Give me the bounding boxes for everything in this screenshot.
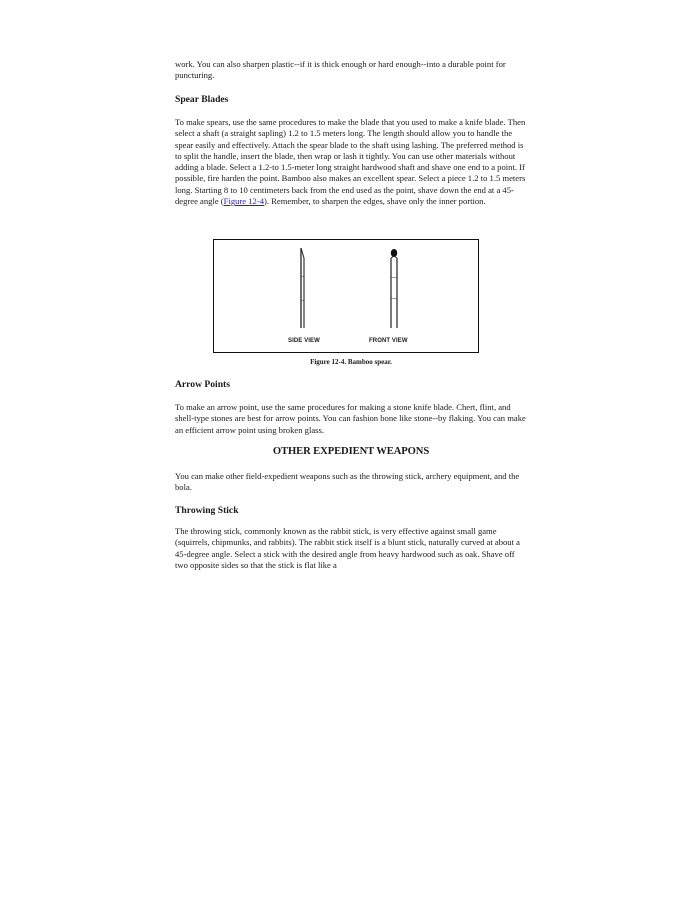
- bamboo-spear-figure: [213, 239, 479, 353]
- arrow-paragraph: To make an arrow point, use the same procedures for making a stone knife blade. Chert, flint, and shell-type stones are best for arrow points. You can fashion bone like stone--by flaking. You can make an efficient arrow point using broken glass.: [175, 402, 526, 435]
- spear-text-start: To make spears, use the same procedures to make the blade that you used to make a knife blade. Then select a shaft (a straight sapling) 1.2 to 1.5 meters long. The length should allow you to handle the spear easily and effectively. Attach the spear blade to the shaft using lashing. The preferred method is to split the handle, insert the blade, then wrap or lash it tightly. You can use other materials without adding a blade. Select a 1.2-to 1.5-meter long straight hardwood shaft and shave one end to a point. If possible, fire harden the point. Bamboo also makes an excellent spear. Select a piece 1.2 to 1.5 meters long. Starting 8 to 10 centimeters back from the end used as the point, shave down the end at a 45-degree angle (: [175, 117, 526, 207]
- bamboo-spear-drawing: [214, 240, 477, 351]
- figure-caption: Figure 12-4. Bamboo spear.: [310, 358, 392, 366]
- spear-text-end: ). Remember, to sharpen the edges, shave only the inner portion.: [264, 196, 486, 207]
- side-view-label: SIDE VIEW: [288, 338, 320, 344]
- other-weapons-heading: OTHER EXPEDIENT WEAPONS: [272, 446, 430, 457]
- spear-paragraph: [175, 117, 527, 207]
- side-view-spear: [301, 248, 304, 328]
- throwing-stick-paragraph: The throwing stick, commonly known as the rabbit stick, is very effective against small game (squirrels, chipmunks, and rabbits). The rabbit stick itself is a blunt stick, naturally curved at about a 45-degree angle. Select a stick with the desired angle from heavy hardwood such as oak. Shave off two opposite sides so that the stick is flat like a: [175, 526, 520, 570]
- figure-12-4-link[interactable]: Figure 12-4: [223, 196, 265, 207]
- other-weapons-paragraph: You can make other field-expedient weapons such as the throwing stick, archery equipment, and the bola.: [175, 471, 520, 493]
- intro-paragraph: work. You can also sharpen plastic--if it is thick enough or hard enough--into a durable point for puncturing.: [175, 59, 506, 81]
- front-view-spear: [391, 249, 397, 328]
- throwing-stick-heading: Throwing Stick: [175, 505, 239, 516]
- spear-blades-heading: Spear Blades: [175, 94, 229, 105]
- front-view-label: FRONT VIEW: [369, 338, 408, 344]
- arrow-points-heading: Arrow Points: [175, 379, 230, 390]
